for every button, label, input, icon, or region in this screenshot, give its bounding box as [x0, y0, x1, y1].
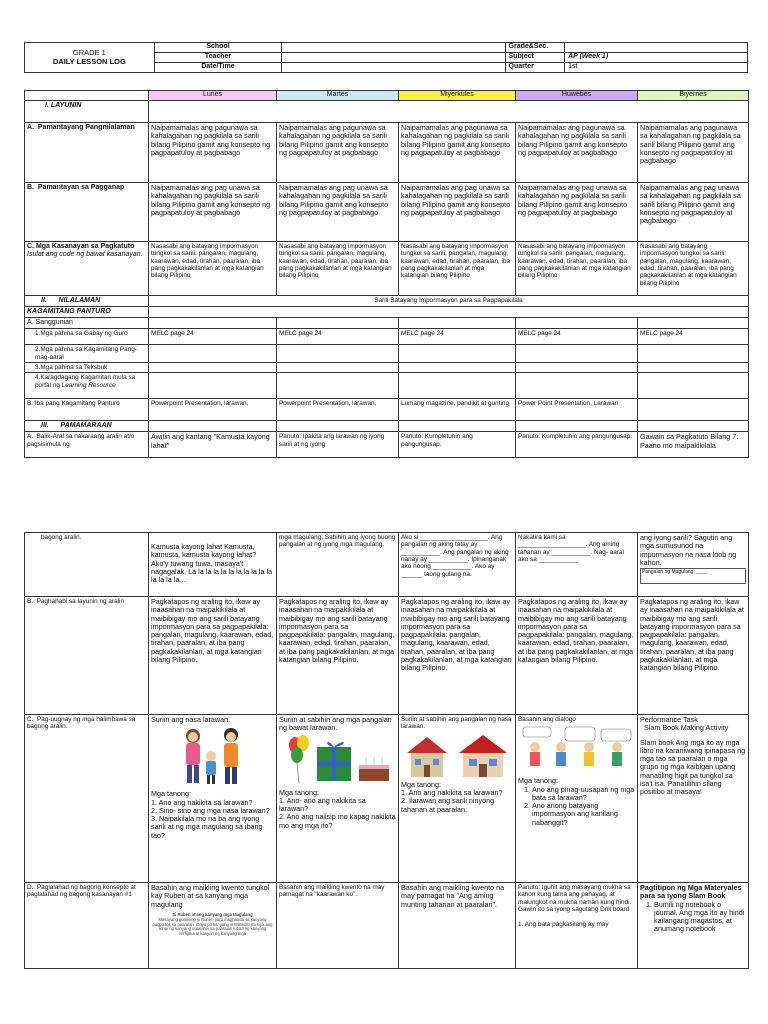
cell-biyernes: Pagkatapos ng araling ito, ikaw ay inaasahan na maipakikilala at maibibigay mo ang sarili batayang impormasyon para sa pagpapakilala: pangalan, magulang, kaarawan, edad, tirahan, paaralan, at iba pang pagkakakilanlan, at mga katangian bilang Pilipino.: [638, 597, 749, 715]
row-kagamitang: [25, 307, 749, 318]
cell-miyerkules: Nasasabi ang batayang impormasyon tungkol sa sarili: pangalan, magulang, kaarawan, edad, tirahan, paaralan, iba pang pagkakakilanlan at mga katangian bilang Pilipino: [399, 242, 516, 296]
cell-martes: Suriin at sabihin ang mga pangalan ng bawat larawan. Mga tanong: 1. Ano- ano ang nakikita sa larawan? 2. Ano ang naiisip mo kapag nakikita mo ang mga ito?: [277, 715, 399, 883]
cell-biyernes: Naipamamalas ang pag unawa sa kahalagahan ng pagkilala sa sarili bilang Pilipino gamit ang konsepto ng pagpapatuloy at pagbabago: [638, 183, 749, 242]
row-nilalaman: [25, 296, 749, 307]
cell-lunes: Naipamamalas ang pag unawa sa kahalagahan ng pagkilala sa sarili bilang Pilipino gamit ang konsepto ng pagpapatuloy at pagbabago: [149, 183, 277, 242]
label-pamantayang-pangnilalaman: A. Pamantayang Pangnilalaman: [25, 123, 149, 183]
cell-huwebes: Panuto: Iguhit ang masayang mukha sa kahon kung tama ang pahayag, at malungkot na mukha naman kung hindi. Gawin ito sa iyong sagutang Drill board 1. Ang bata pagkasilang ay may: [516, 883, 638, 969]
grade-sec-field[interactable]: [565, 43, 748, 53]
label-paglalahad: D. Paglalahad ng bagong konsepto at paglalahad ng bagong kasanayan #1: [25, 883, 149, 969]
row-kasanayan: [25, 242, 749, 296]
label-lr-portal: 4.Karagdagang Kagamitan mula sa portal ng Learning Resource: [25, 373, 149, 399]
lesson-table-page-2: [24, 532, 748, 969]
cell-lunes: Basahin ang maikling kwento tungkol kay Ruben at sa kanyang mga magulang Si Ruben at ang kanyang mga Magulang Masayang gumising si Ruben para maghanda sa kanyang pagpasok sa paaralan. Gaya po kanyang si Milosofo na siya ang ikinai ng kanyang ataalahin sa paaralan lubad ng kanyang verfijaka at kanyan ng kanyang mga: [149, 883, 277, 969]
cell-lunes: Awitin ang kantang "Kamusta kayong lahat": [149, 432, 277, 458]
nilalaman-text: Sarili Batayang Impormasyon para sa Pagpapakilala: [149, 296, 749, 307]
row-balik-aral-start: [25, 432, 749, 458]
school-house-illustration: [403, 733, 511, 779]
cell-miyerkules: Naipamamalas ang pag unawa sa kahalagahan ng pagkilala sa sarili bilang Pilipino gamit ang konsepto ng pagpapatuloy at pagbabago: [399, 183, 516, 242]
cell-biyernes: ang iyong sarili? Sagutin ang mga sumusunod na impormasyon na nasa loob ng kahon. Pangalan ng Magulang: ____: [638, 533, 749, 597]
grade-title-cell: [25, 43, 155, 73]
day-biyernes: Biyernes: [638, 91, 749, 101]
cell-martes: Basahin ang maikling kwento na may pamagat na "kaarawan ko".: [277, 883, 399, 969]
label-pag-uugnay: C. Pag-uugnay ng mga halimbawa sa bagong aralin.: [25, 715, 149, 883]
label-sanggunian: A. Sanggunian: [25, 318, 149, 329]
grade-sec-label: Grade&Sec.: [505, 43, 565, 53]
row-paghahabi: [25, 597, 749, 715]
cell-biyernes: Gawain sa Pagkatuto Bilang 7: Paano mo maipakikilala: [638, 432, 749, 458]
family-illustration: [169, 726, 257, 788]
label-iba-pang: B. Iba pang Kagamitang Panturo: [25, 399, 149, 421]
datetime-label: Date/Time: [154, 63, 282, 73]
header-block: [24, 42, 748, 73]
story-excerpt: Si Ruben at ang kanyang mga Magulang Masayang gumising si Ruben para maghanda sa kanyang pagpasok sa paaralan. Gaya po kanyang si Milosofo na siya ang ikinai ng kanyang ataalahin sa paaralan lubad ng kanyang verfijaka at kanyan ng kanyang mga: [152, 911, 273, 937]
cell-huwebes: Nakatira kami sa ___________________. Ang aming tahanan ay ___________. Nag- aaral ako sa ___________: [516, 533, 638, 597]
cell-biyernes: MELC page 24: [638, 329, 749, 345]
log-title: DAILY LESSON LOG: [52, 56, 126, 66]
cell-huwebes: MELC page 24: [516, 329, 638, 345]
label-gabay: 1.Mga pahina sa Gabay ng Guro: [25, 329, 149, 345]
row-kagamitang-pang: [25, 345, 749, 363]
label-pamantayan-pagganap: B. Pamantayan sa Pagganap: [25, 183, 149, 242]
cell-huwebes: Naipamamalas ang pagunawa sa kahalagahan ng pagkilala sa sarili bilang Pilipino gamit ang konsepto ng pagpapatuloy at pagbabago: [516, 123, 638, 183]
row-pag-uugnay: [25, 715, 749, 883]
cell-miyerkules: Lumang magazine, pandikit at gunting: [399, 399, 516, 421]
row-paglalahad: [25, 883, 749, 969]
cell-miyerkules: Ako si ___________________. Ang pangalan ng aking tatay ay ___________. Ang pangalan ng aking nanay ay ___________. Ipinanganak ako noong ___________. Ako ay ______ taong gulang na.: [399, 533, 516, 597]
cell-lunes: Kamusta kayong lahat Kamusta, kamusta, kamusta kayong lahat? Ako'y tuwang tuwa, masaya't nagagalak. La la la la la la la la la la la la la la la...: [149, 533, 277, 597]
teacher-label: Teacher: [154, 53, 282, 63]
info-box: Pangalan ng Magulang: ____: [640, 568, 746, 584]
section-nilalaman: II. NILALAMAN: [25, 296, 149, 307]
subject-label: Subject: [505, 53, 565, 63]
cell-martes: Nasasabi ang batayang impormasyon tungkol sa sarili: pangalan, magulang, kaarawan, edad, tirahan, paaralan, iba pang pagkakakilanlan at mga katangian bilang Pilipino: [277, 242, 399, 296]
cell-huwebes: Power Point Presentation, Larawan: [516, 399, 638, 421]
cell-miyerkules: Suriin at sabihin ang pangalan ng nasa larawan. Mga tanong: 1. Ano ang nakikita sa larawan? 2. Ilarawan ang sarili ninyong tahanan at paaralan.: [399, 715, 516, 883]
label-kagamitang-pang: 2.Mga pahina sa Kagamitang Pang-mag-aaral: [25, 345, 149, 363]
datetime-field[interactable]: [282, 63, 505, 73]
lesson-table-page-1: [24, 90, 748, 458]
section-pamamaraan: III. PAMAMARAAN: [25, 421, 149, 432]
day-miyerkules: Miyerkules: [399, 91, 516, 101]
cell-huwebes: Nasasabi ang batayang impormasyon tungkol sa sarili: pangalan, magulang, kaarawan, edad, tirahan, paaralan, iba pang pagkakakilanlan at mga katangian bilang Pilipino: [516, 242, 638, 296]
label-balik-aral-cont: bagong aralin.: [25, 533, 149, 597]
cell-huwebes: Pagkatapos ng araling ito, ikaw ay inaasahan na maipakikilala at maibibigay mo ang sarili batayang impormasyon para sa pagpapakilala: pangalan, magulang, kaarawan, edad, tirahan, paaralan, at iba pang pagkakakilanlan, at mga katangian bilang Pilipino.: [516, 597, 638, 715]
row-pamamaraan: [25, 421, 749, 432]
cell-lunes: MELC page 24: [149, 329, 277, 345]
dialogue-illustration: [521, 725, 633, 775]
cell-lunes: Naipamamalas ang pagunawa sa kahalagahan ng pagkilala sa sarili bilang Pilipino gamit ang konsepto ng pagpapatuloy at pagbabago: [149, 123, 277, 183]
day-huwebes: Huwebes: [516, 91, 638, 101]
lesson-table: [24, 90, 749, 458]
cell-lunes: Suriin ang nasa larawan. Mga tanong: 1. Ano ang nakikita sa larawan? 2. Sino- sino ang mga nasa larawan? 3. Naipakilala mo na ba ang iyong sarili at ng mga magulang sa ibang tao?: [149, 715, 277, 883]
row-sanggunian: [25, 318, 749, 329]
cell-huwebes: Panuto: Kumpletuhin ang pangungusap.: [516, 432, 638, 458]
label-balik-aral: A. Balik-Aral sa nakaraang aralin at/o pagsisimula ng: [25, 432, 149, 458]
row-teksbuk: [25, 362, 749, 372]
cell-biyernes: [638, 399, 749, 421]
section-layunin: I. LAYUNIN: [25, 101, 149, 123]
layunin-row: [25, 101, 749, 123]
cell-huwebes: Naipamamalas ang pag unawa sa kahalagahan ng pagkilala sa sarili bilang Pilipino gamit ang konsepto ng pagpapatuloy at pagbabago: [516, 183, 638, 242]
subject-value[interactable]: AP (Week 1): [565, 53, 748, 63]
cell-martes: MELC page 24: [277, 329, 399, 345]
cell-miyerkules: Pagkatapos ng araling ito, ikaw ay inaasahan na maipakikilala at maibibigay mo ang sarili batayang impormasyon para sa pagpapakilala: pangalan, magulang, kaarawan, edad, tirahan, paaralan, at iba pang pagkakakilanlan, at mga katangian bilang Pilipino.: [399, 597, 516, 715]
cell-martes: Pagkatapos ng araling ito, ikaw ay inaasahan na maipakikilala at maibibigay mo ang sarili batayang impormasyon para sa pagpapakilala: pangalan, magulang, kaarawan, edad, tirahan, paaralan, at iba pang pagkakakilanlan, at mga katangian bilang Pilipino.: [277, 597, 399, 715]
cell-martes: Panuto: Ipakita ang larawan ng iyong sarili at ng iyong: [277, 432, 399, 458]
label-paghahabi: B. Paghahabi sa layunin ng aralin: [25, 597, 149, 715]
cell-lunes: Nasasabi ang batayang impormasyon tungkol sa sarili: pangalan, magulang, kaarawan, edad, tirahan, paaralan, iba pang pagkakakilanlan at mga katangian bilang Pilipino: [149, 242, 277, 296]
grade-label: GRADE 1: [72, 47, 106, 57]
birthday-items-illustration: [283, 735, 393, 787]
cell-biyernes: Performance Task Slam Book Making Activity Slam book Ang mga ito ay mga libro na karaniwang ipinapasa ng mga tao sa paaralan o mga grupo ng mga kaibigan upang manatiling higit pa tungkol sa isa't isa. Panatilihin silang positibo at masaya!: [638, 715, 749, 883]
cell-huwebes: Basahin ang dialogo Mga tanong: 1. Ano ang pinag-uusapan ng mga bata sa larawan? 2. Ano anong batayang impormasyon ang kanilang nabanggit?: [516, 715, 638, 883]
row-pamantayang-pangnilalaman: [25, 123, 749, 183]
cell-miyerkules: Basahin ang maikling kwento na may pamagat na "Ang aming munting tahanan at paaralan".: [399, 883, 516, 969]
cell-martes: Powerpoint Presentation, larawan,: [277, 399, 399, 421]
row-gabay: [25, 329, 749, 345]
row-iba-pang: [25, 399, 749, 421]
day-martes: Martes: [277, 91, 399, 101]
teacher-field[interactable]: [282, 53, 505, 63]
row-balik-aral-cont: [25, 533, 749, 597]
cell-martes: mga magulang. Sabihin ang iyong buong pangalan at ng iyong mga magulang.: [277, 533, 399, 597]
cell-miyerkules: MELC page 24: [399, 329, 516, 345]
day-header-row: [25, 91, 749, 101]
cell-martes: Naipamamalas ang pag unawa sa kahalagahan ng pagkilala sa sarili bilang Pilipino gamit ang konsepto ng pagpapatuloy at pagbabago: [277, 183, 399, 242]
section-kagamitang: KAGAMITANG PANTURO: [25, 307, 149, 318]
quarter-label: Quarter: [505, 63, 565, 73]
day-lunes: Lunes: [149, 91, 277, 101]
label-teksbuk: 3.Mga pahina sa Teksbuk: [25, 362, 149, 372]
quarter-value[interactable]: 1st: [565, 63, 748, 73]
row-lr-portal: [25, 373, 749, 399]
cell-biyernes: Nasasabi ang batayang impormasyon tungkol sa sarili: pangalan, magulang, kaarawan, edad, tirahan, paaralan, iba pang pagkakakilanlan at mga katangian bilang Pilipino: [638, 242, 749, 296]
kasanayan-sub: Isulat ang code ng bawat kasanayan.: [27, 251, 143, 259]
row-pamantayan-pagganap: [25, 183, 749, 242]
lesson-table-continued: [24, 532, 749, 969]
header-table: [24, 42, 748, 73]
cell-biyernes: Naipamamalas ang pagunawa sa kahalagahan ng pagkilala sa sarili bilang Pilipino gamit ang konsepto ng pagpapatuloy at pagbabago: [638, 123, 749, 183]
cell-lunes: Powerpoint Presentation, larawan,: [149, 399, 277, 421]
cell-lunes: Pagkatapos ng araling ito, ikaw ay inaasahan na maipakikilala at maibibigay mo ang sarili batayang impormasyon para sa pagpapakilala: pangalan, magulang, kaarawan, edad, tirahan, paaralan, at iba pang pagkakakilanlan, at mga katangian bilang Pilipino.: [149, 597, 277, 715]
cell-biyernes: Pagtitipon ng Mga Materyales para sa iyong Slam Book 1. Bumili ng notebook o journal. Ang mga ito ay hindi kailangang magastos, at anumang notebook: [638, 883, 749, 969]
cell-martes: Naipamamalas ang pagunawa sa kahalagahan ng pagkilala sa sarili bilang Pilipino gamit ang konsepto ng pagpapatuloy at pagbabago: [277, 123, 399, 183]
cell-miyerkules: Panuto: Kumpletuhin ang pangungusap.: [399, 432, 516, 458]
label-kasanayan: C. Mga Kasanayan sa Pagkatuto Isulat ang code ng bawat kasanayan.: [25, 242, 149, 296]
school-label: School: [154, 43, 282, 53]
school-field[interactable]: [282, 43, 505, 53]
cell-miyerkules: Naipamamalas ang pagunawa sa kahalagahan ng pagkilala sa sarili bilang Pilipino gamit ang konsepto ng pagpapatuloy at pagbabago: [399, 123, 516, 183]
